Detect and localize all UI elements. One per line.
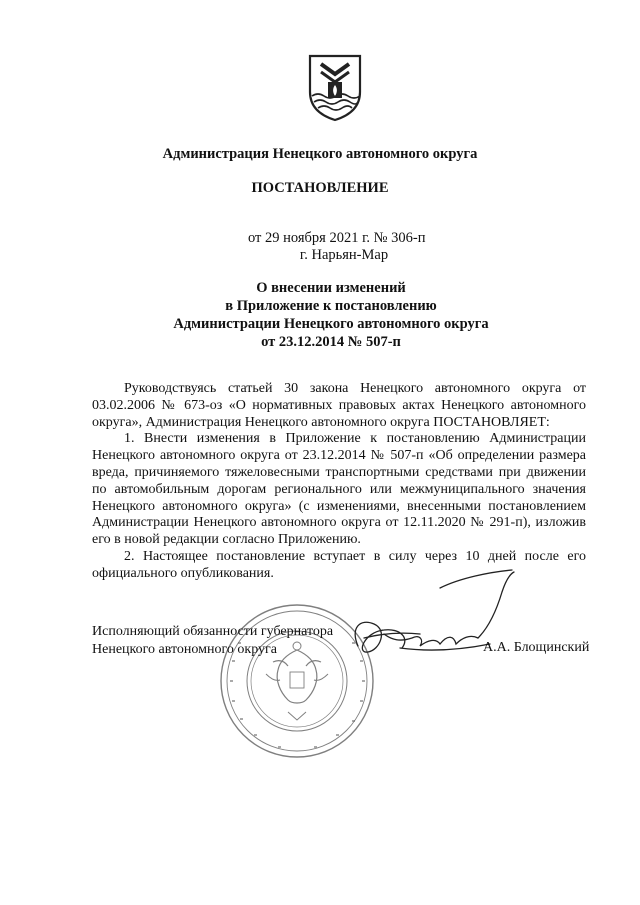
item-1-paragraph: 1. Внести изменения в Приложение к постановлению Администрации Ненецкого автономного округа от 23.12.2014 № 507-п «Об определении размера вреда, причиняемого тяжеловесными транспортными средствами при движении по автомобильным дорогам регионального или межмуниципального значения Ненецкого автономного округа» (с изменениями, внесенными постановлением Администрации Ненецкого автономного округа от 12.11.2020 № 291-п), изложив его в новой редакции согласно Приложению.: [92, 431, 586, 548]
title-line: О внесении изменений: [256, 280, 406, 296]
document-body: [92, 381, 586, 583]
signatory-name: А.А. Блощинский: [483, 640, 590, 655]
organization-name: Администрация Ненецкого автономного округа: [162, 146, 478, 162]
handwritten-signature-icon: [340, 568, 520, 678]
preamble-paragraph: Руководствуясь статьей 30 закона Ненецкого автономного округа от 03.02.2006 № 673-оз «О нормативных правовых актах Ненецкого автономного округа», Администрация Ненецкого автономного округа ПОСТАНОВЛЯЕТ:: [92, 381, 586, 430]
document-city: г. Нарьян-Мар: [299, 247, 389, 263]
item-2-paragraph: 2. Настоящее постановление вступает в силу через 10 дней после его официального опубликования.: [92, 548, 586, 581]
position-line: Исполняющий обязанности губернатора: [92, 624, 334, 639]
title-line: от 23.12.2014 № 507-п: [261, 334, 401, 350]
position-line: Ненецкого автономного округа: [92, 642, 277, 657]
document-title: [0, 279, 640, 351]
document-type: ПОСТАНОВЛЕНИЕ: [251, 180, 389, 196]
signatory-position: [92, 623, 333, 659]
title-line: Администрации Ненецкого автономного округа: [173, 316, 489, 332]
document-date-number: от 29 ноября 2021 г. № 306-п: [248, 230, 426, 246]
title-line: в Приложение к постановлению: [225, 298, 437, 314]
nenets-coat-of-arms-icon: [306, 52, 364, 122]
